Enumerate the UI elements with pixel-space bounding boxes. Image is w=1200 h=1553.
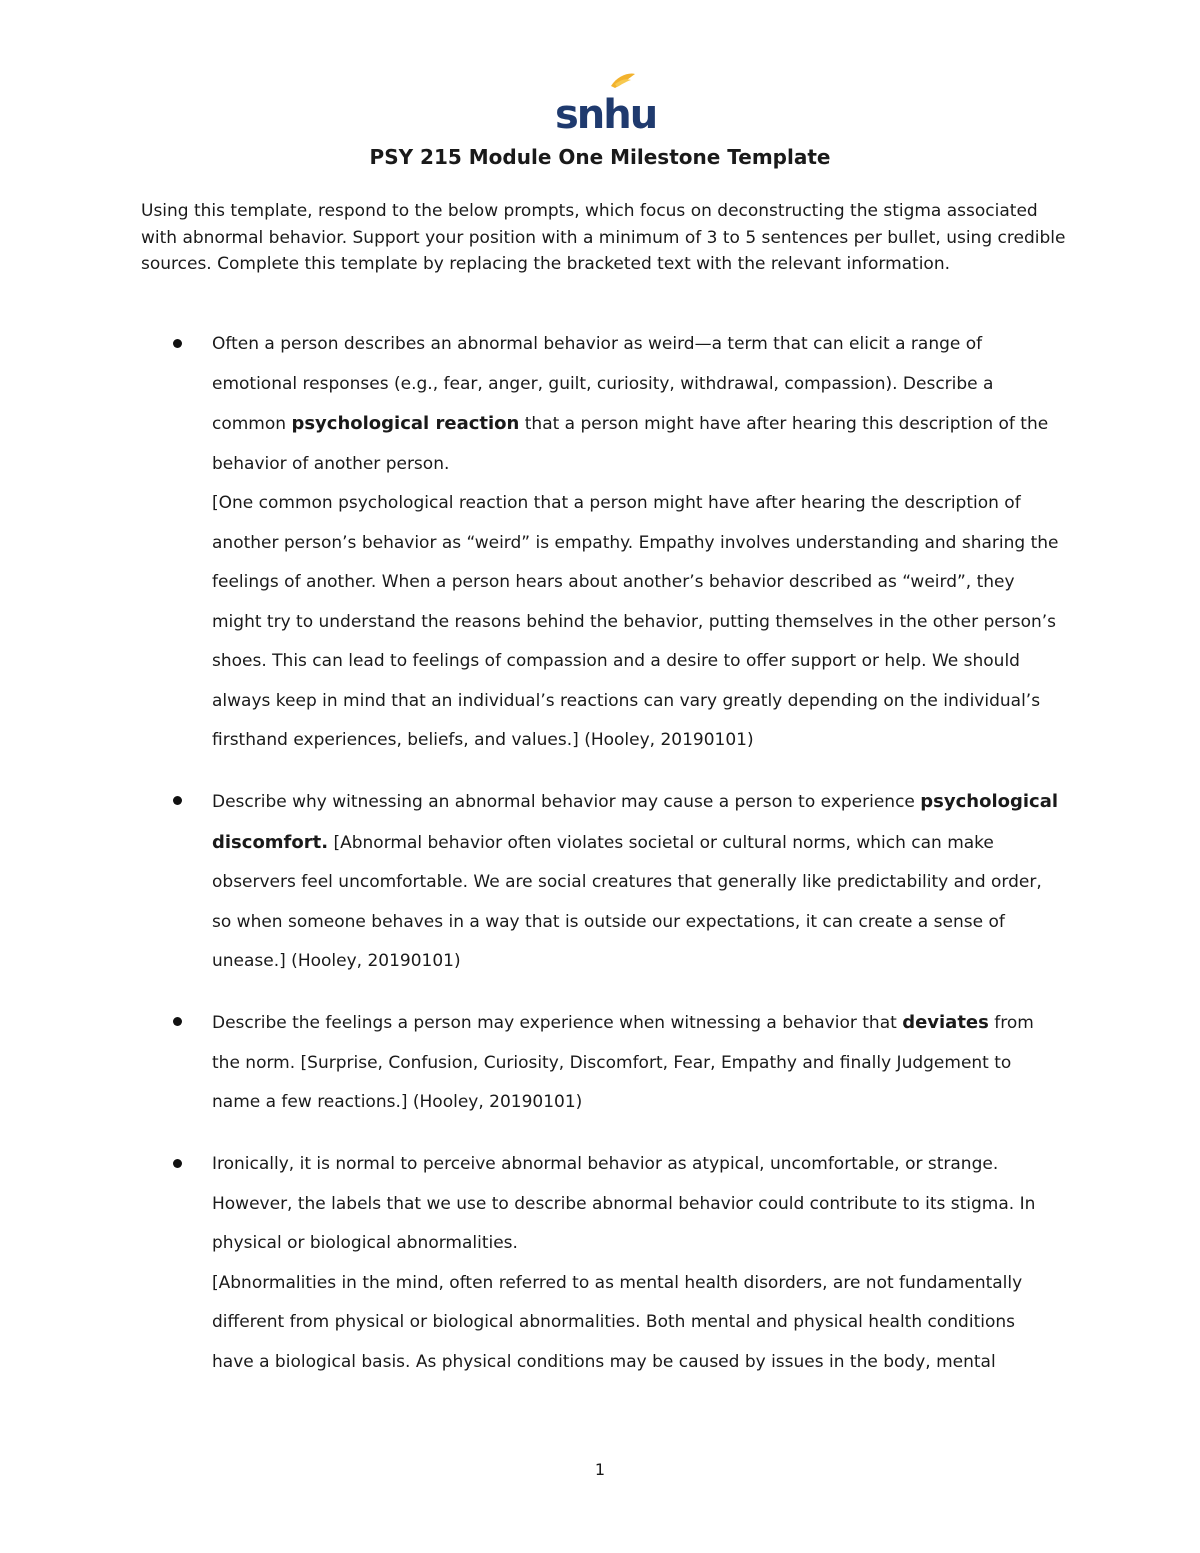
- prompt-text: Often a person describes an abnormal behavior as weird—a term that can elicit a range of emotional responses (e.g., fear, anger, guilt, curiosity, withdrawal, compassion). Describe a common psychological reaction that a person might have after hearing this description of the behavior of another person.: [212, 334, 1049, 474]
- bullet-icon: [173, 1017, 182, 1026]
- page-number: 1: [594, 1460, 606, 1479]
- page-title: PSY 215 Module One Milestone Template: [369, 145, 831, 169]
- prompt-text: Ironically, it is normal to perceive abnormal behavior as atypical, uncomfortable, or strange. However, the labels that we use to describe abnormal behavior could contribute to its stigma. In physical or biological abnormalities.: [212, 1154, 1036, 1253]
- bullet-icon: [173, 796, 182, 805]
- bullet-icon: [173, 339, 182, 348]
- response-text: [One common psychological reaction that a person might have after hearing the description of another person’s behavior as “weird” is empathy. Empathy involves understanding and sharing the feelings of another. When a person hears about another’s behavior described as “weird”, they might try to understand the reasons behind the behavior, putting themselves in the other person’s shoes. This can lead to feelings of compassion and a desire to offer support or help. We should always keep in mind that an individual’s reactions can vary greatly depending on the individual’s firsthand experiences, beliefs, and values.] (Hooley, 20190101): [212, 493, 1059, 750]
- intro-paragraph: Using this template, respond to the below prompts, which focus on deconstructing the stigma associated with abnormal behavior. Support your position with a minimum of 3 to 5 sentences per bullet, using credible sources. Complete this template by replacing the bracketed text with the relevant information.: [141, 201, 1066, 274]
- prompt-text: Describe why witnessing an abnormal behavior may cause a person to experience psychological discomfort. [Abnormal behavior often violates societal or cultural norms, which can make observers feel uncomfortable. We are social creatures that generally like predictability and order, so when someone behaves in a way that is outside our expectations, it can create a sense of unease.] (Hooley, 20190101): [212, 791, 1059, 971]
- snhu-logo: [555, 72, 657, 138]
- bullet-icon: [173, 1159, 182, 1168]
- svg-text:snhu: snhu: [555, 92, 657, 138]
- response-text: [Abnormalities in the mind, often referred to as mental health disorders, are not fundamentally different from physical or biological abnormalities. Both mental and physical health conditions have a biological basis. As physical conditions may be caused by issues in the body, mental: [212, 1272, 1023, 1372]
- prompt-text: Describe the feelings a person may experience when witnessing a behavior that deviates from the norm. [Surprise, Confusion, Curiosity, Discomfort, Fear, Empathy and finally Judgement to name a few reactions.] (Hooley, 20190101): [212, 1012, 1034, 1112]
